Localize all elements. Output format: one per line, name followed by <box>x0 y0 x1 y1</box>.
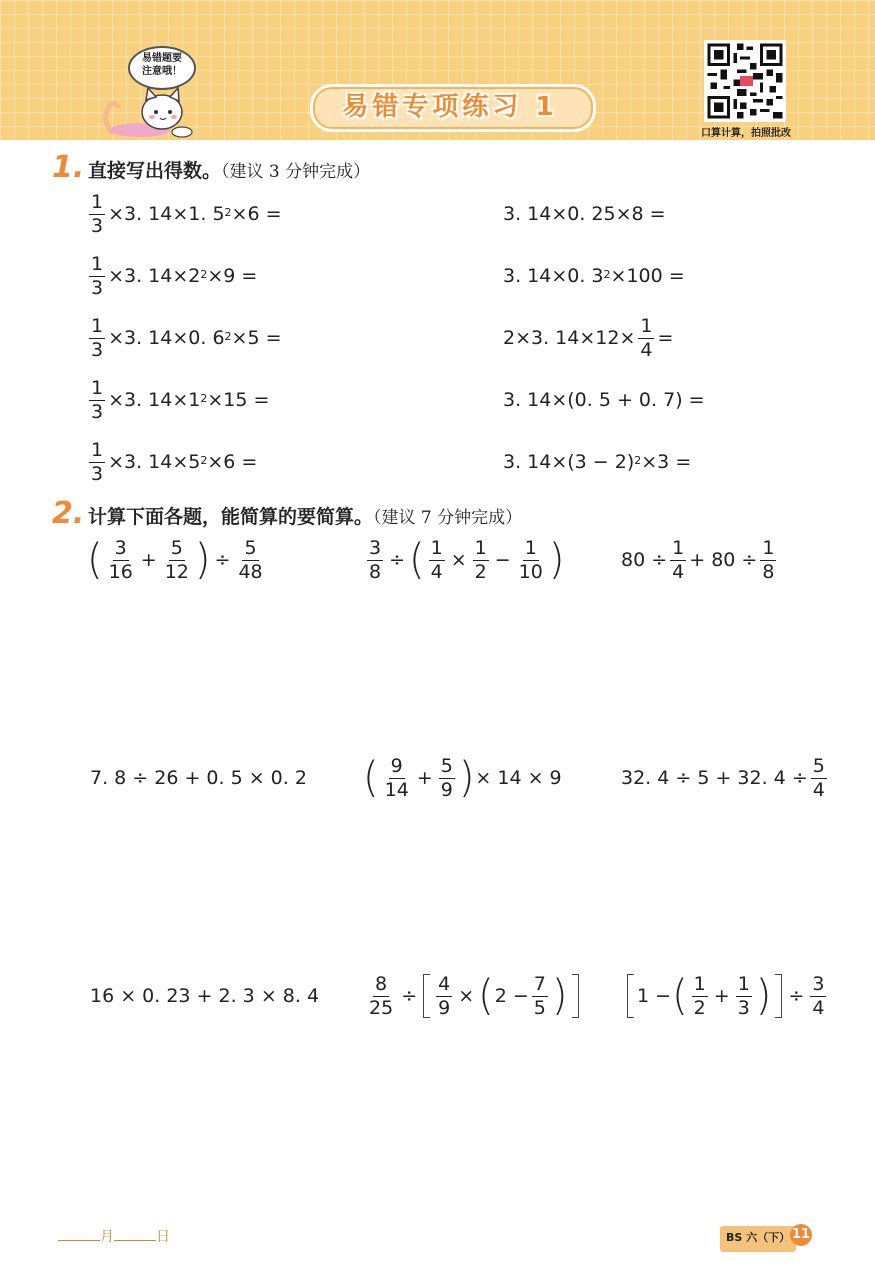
s1-row3-right: 2×3. 14×12× $\frac{1}{4}$ = <box>503 314 674 361</box>
fraction: $\frac{1}{4}$ <box>640 314 653 361</box>
s2-problem-3: 80 ÷ $\frac{1}{4}$ + 80 ÷ $\frac{1}{8}$ <box>621 536 775 583</box>
fraction: $\frac{1}{3}$ <box>91 252 104 299</box>
s2-problem-4: 7. 8 ÷ 26 + 0. 5 × 0. 2 <box>90 767 307 789</box>
day-label: 日 <box>156 1229 170 1245</box>
fraction: $\frac{1}{3}$ <box>91 190 104 237</box>
section-2-number: 2. <box>52 496 85 531</box>
s1-row1-left: $\frac{1}{3}$ ×3. 14×1. 5 $^2$ ×6 = <box>91 190 282 237</box>
s2-problem-5: ( $\frac{9}{14}$ + $\frac{5}{9}$ ) × 14 × 9 <box>363 753 562 803</box>
book-tag: BS 六（下） <box>720 1226 796 1252</box>
date-field[interactable] <box>58 1226 170 1246</box>
cat-mascot-icon <box>100 82 200 138</box>
section-1-number: 1. <box>52 150 85 185</box>
s1-row4-right: 3. 14×(0. 5 + 0. 7) = <box>503 389 705 411</box>
section-1-note: （建议 3 分钟完成） <box>221 162 371 182</box>
qr-code-icon[interactable] <box>704 40 786 122</box>
s1-row5-right: 3. 14×(3 − 2) $^2$ ×3 = <box>503 451 692 473</box>
section-1-title <box>88 156 370 183</box>
page-title: 易错专项练习 1 <box>342 92 558 122</box>
fraction: $\frac{1}{3}$ <box>91 314 104 361</box>
fraction: $\frac{1}{3}$ <box>91 376 104 423</box>
bubble-line-1: 易错题要 <box>142 53 182 64</box>
section-1-title-text: 直接写出得数。 <box>88 160 222 182</box>
month-label: 月 <box>100 1229 114 1245</box>
month-blank[interactable] <box>58 1228 100 1241</box>
section-2-title-text: 计算下面各题，能简算的要简算。 <box>88 506 374 528</box>
s2-problem-9: 1 − ( $\frac{1}{2}$ + $\frac{1}{3}$ ) ÷ $\frac{3}{4}$ <box>624 966 829 1026</box>
s1-row2-right: 3. 14×0. 3 $^2$ ×100 = <box>503 265 685 287</box>
qr-caption: 口算计算，拍照批改 <box>701 128 791 139</box>
section-2-title <box>88 502 522 529</box>
s2-problem-6: 32. 4 ÷ 5 + 32. 4 ÷ $\frac{5}{4}$ <box>621 754 825 801</box>
page-number: 11 <box>790 1224 812 1246</box>
s1-row3-left: $\frac{1}{3}$ ×3. 14×0. 6 $^2$ ×5 = <box>91 314 282 361</box>
fraction: $\frac{1}{3}$ <box>91 438 104 485</box>
s2-problem-2: $\frac{3}{8}$ ÷ ( $\frac{1}{4}$ × $\frac{1}{2}$ − $\frac{1}{10}$ ) <box>369 535 565 585</box>
day-blank[interactable] <box>114 1228 156 1241</box>
s2-problem-8: $\frac{8}{25}$ ÷ $\frac{4}{9}$ × ( 2 − $\frac{7}{5}$ ) <box>364 966 582 1026</box>
title-banner <box>300 80 600 128</box>
section-2-note: （建议 7 分钟完成） <box>373 508 523 528</box>
s1-row1-right: 3. 14×0. 25×8 = <box>503 203 666 225</box>
s2-problem-7: 16 × 0. 23 + 2. 3 × 8. 4 <box>90 985 320 1007</box>
s2-problem-1: ( $\frac{3}{16}$ + $\frac{5}{12}$ ) ÷ $\frac{5}{48}$ <box>87 535 263 585</box>
s1-row2-left: $\frac{1}{3}$ ×3. 14×2 $^2$ ×9 = <box>91 252 258 299</box>
s1-row4-left: $\frac{1}{3}$ ×3. 14×1 $^2$ ×15 = <box>91 376 270 423</box>
bubble-line-2: 注意哦！ <box>142 66 182 77</box>
s1-row5-left: $\frac{1}{3}$ ×3. 14×5 $^2$ ×6 = <box>91 438 258 485</box>
